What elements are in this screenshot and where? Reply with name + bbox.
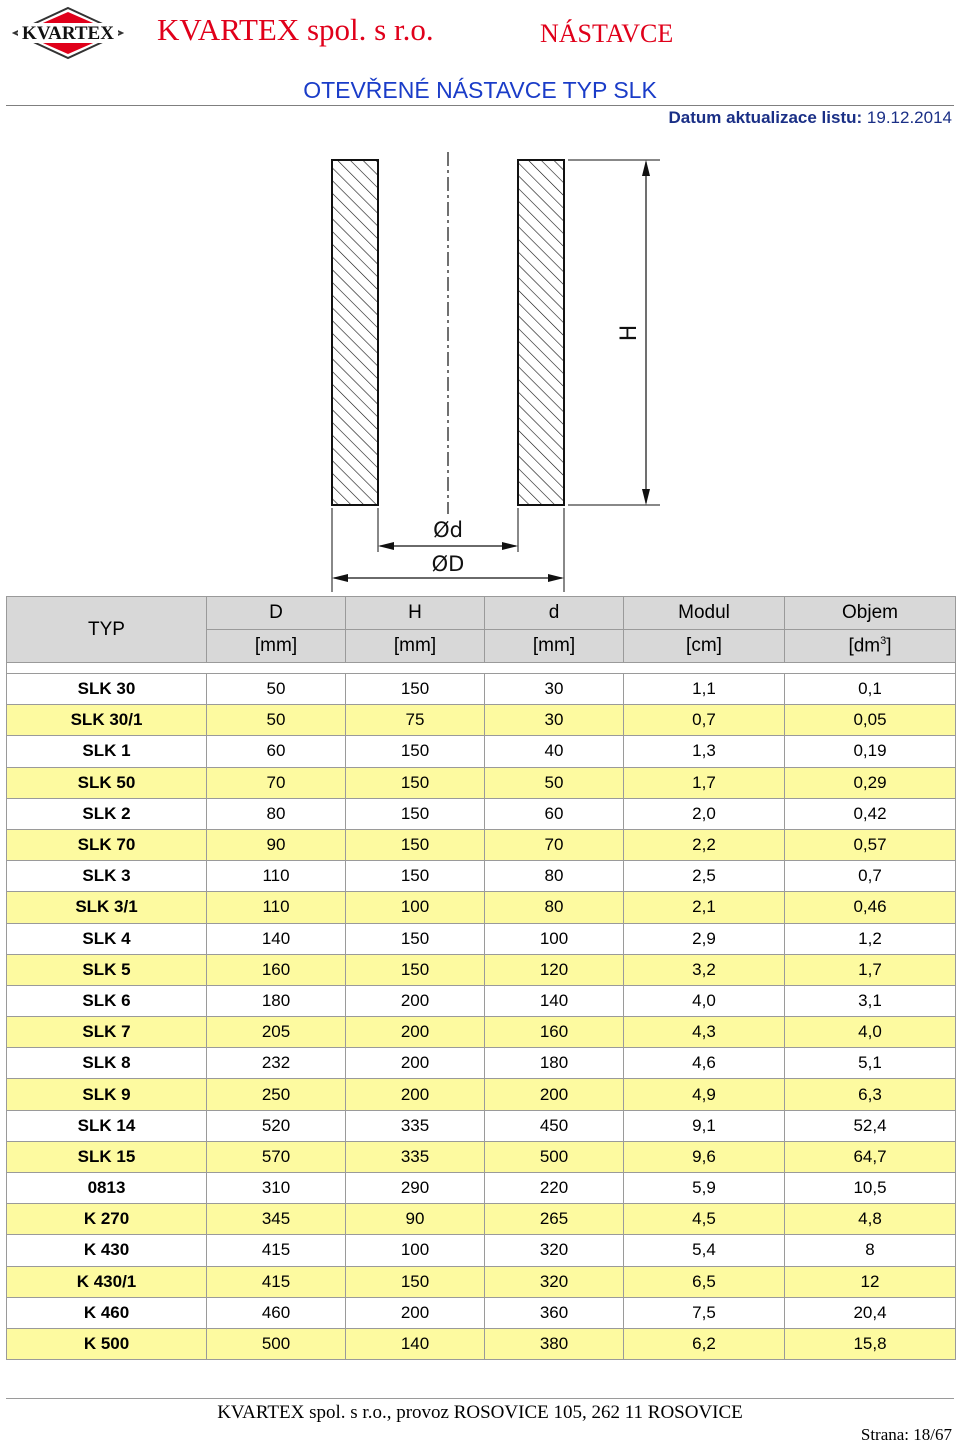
table-cell: 150 — [346, 767, 485, 798]
table-cell: 0,7 — [785, 861, 956, 892]
spacer-row — [7, 663, 956, 674]
section-name: NÁSTAVCE — [540, 19, 674, 48]
cell-typ: SLK 70 — [7, 829, 207, 860]
table-cell: 2,1 — [624, 892, 785, 923]
table-row — [7, 798, 956, 829]
table-cell: 100 — [346, 1235, 485, 1266]
col-unit-D: [mm] — [207, 630, 346, 663]
table-cell: 200 — [346, 1017, 485, 1048]
table-cell: 250 — [207, 1079, 346, 1110]
table-cell: 30 — [485, 674, 624, 705]
footer-divider — [6, 1398, 954, 1399]
cell-typ: SLK 14 — [7, 1110, 207, 1141]
table-cell: 160 — [207, 954, 346, 985]
table-cell: 180 — [207, 985, 346, 1016]
table-cell: 6,5 — [624, 1266, 785, 1297]
update-info — [669, 108, 953, 128]
table-cell: 150 — [346, 798, 485, 829]
table-cell: 150 — [346, 736, 485, 767]
table-cell: 0,05 — [785, 705, 956, 736]
table-row — [7, 1110, 956, 1141]
col-header-objem: Objem — [785, 597, 956, 630]
table-cell: 2,9 — [624, 923, 785, 954]
table-cell: 180 — [485, 1048, 624, 1079]
cell-typ: SLK 15 — [7, 1141, 207, 1172]
table-cell: 380 — [485, 1328, 624, 1359]
table-row — [7, 1297, 956, 1328]
spacer-cell — [7, 663, 956, 674]
table-row — [7, 1328, 956, 1359]
table-cell: 9,1 — [624, 1110, 785, 1141]
table-cell: 120 — [485, 954, 624, 985]
col-header-typ: TYP — [7, 597, 207, 663]
page-title: OTEVŘENÉ NÁSTAVCE TYP SLK — [303, 77, 657, 103]
table-cell: 90 — [346, 1204, 485, 1235]
table-cell: 290 — [346, 1173, 485, 1204]
table-cell: 460 — [207, 1297, 346, 1328]
col-header-D: D — [207, 597, 346, 630]
table-cell: 0,29 — [785, 767, 956, 798]
table-cell: 140 — [485, 985, 624, 1016]
table-row — [7, 923, 956, 954]
cell-typ: SLK 3/1 — [7, 892, 207, 923]
table-cell: 4,5 — [624, 1204, 785, 1235]
table-cell: 50 — [207, 705, 346, 736]
table-row — [7, 892, 956, 923]
table-cell: 30 — [485, 705, 624, 736]
table-cell: 110 — [207, 861, 346, 892]
table-cell: 570 — [207, 1141, 346, 1172]
table-cell: 4,8 — [785, 1204, 956, 1235]
table-row — [7, 1235, 956, 1266]
table-cell: 15,8 — [785, 1328, 956, 1359]
table-cell: 0,42 — [785, 798, 956, 829]
table-cell: 150 — [346, 923, 485, 954]
table-cell: 8 — [785, 1235, 956, 1266]
cell-typ: K 270 — [7, 1204, 207, 1235]
table-cell: 5,4 — [624, 1235, 785, 1266]
cell-typ: SLK 30 — [7, 674, 207, 705]
update-date: 19.12.2014 — [866, 108, 952, 127]
table-cell: 4,6 — [624, 1048, 785, 1079]
table-cell: 4,0 — [624, 985, 785, 1016]
table-cell: 20,4 — [785, 1297, 956, 1328]
table-cell: 0,57 — [785, 829, 956, 860]
table-row — [7, 674, 956, 705]
table-cell: 150 — [346, 674, 485, 705]
cell-typ: SLK 7 — [7, 1017, 207, 1048]
cell-typ: SLK 8 — [7, 1048, 207, 1079]
left-wall — [332, 160, 378, 505]
col-header-H: H — [346, 597, 485, 630]
h-label: H — [617, 324, 642, 342]
table-cell: 90 — [207, 829, 346, 860]
table-cell: 160 — [485, 1017, 624, 1048]
table-cell: 0,46 — [785, 892, 956, 923]
table-cell: 5,1 — [785, 1048, 956, 1079]
table-row — [7, 1141, 956, 1172]
table-cell: 2,2 — [624, 829, 785, 860]
table-cell: 1,1 — [624, 674, 785, 705]
table-cell: 345 — [207, 1204, 346, 1235]
table-cell: 2,0 — [624, 798, 785, 829]
table-cell: 500 — [485, 1141, 624, 1172]
table-row — [7, 705, 956, 736]
table-row — [7, 861, 956, 892]
table-cell: 1,2 — [785, 923, 956, 954]
cell-typ: SLK 5 — [7, 954, 207, 985]
table-cell: 4,3 — [624, 1017, 785, 1048]
table-cell: 3,2 — [624, 954, 785, 985]
cell-typ: SLK 4 — [7, 923, 207, 954]
table-cell: 360 — [485, 1297, 624, 1328]
table-cell: 70 — [207, 767, 346, 798]
table-row — [7, 954, 956, 985]
table-body — [7, 663, 956, 1360]
cell-typ: SLK 30/1 — [7, 705, 207, 736]
table-cell: 1,7 — [624, 767, 785, 798]
table-cell: 50 — [485, 767, 624, 798]
D-label: ØD — [431, 552, 465, 576]
table-cell: 75 — [346, 705, 485, 736]
table-cell: 40 — [485, 736, 624, 767]
table-cell: 200 — [346, 1048, 485, 1079]
table-cell: 0,19 — [785, 736, 956, 767]
cell-typ: SLK 6 — [7, 985, 207, 1016]
table-cell: 1,3 — [624, 736, 785, 767]
table-cell: 335 — [346, 1110, 485, 1141]
table-cell: 335 — [346, 1141, 485, 1172]
table-cell: 3,1 — [785, 985, 956, 1016]
table-row — [7, 736, 956, 767]
table-cell: 150 — [346, 954, 485, 985]
table-cell: 265 — [485, 1204, 624, 1235]
table-cell: 150 — [346, 1266, 485, 1297]
cell-typ: SLK 2 — [7, 798, 207, 829]
table-row — [7, 1048, 956, 1079]
table-cell: 50 — [207, 674, 346, 705]
table-cell: 100 — [346, 892, 485, 923]
technical-drawing — [316, 152, 672, 594]
update-label: Datum aktualizace listu: — [668, 108, 863, 127]
col-unit-d: [mm] — [485, 630, 624, 663]
page-number: Strana: 18/67 — [860, 1425, 952, 1444]
table-cell: 80 — [207, 798, 346, 829]
table-cell: 220 — [485, 1173, 624, 1204]
cell-typ: K 500 — [7, 1328, 207, 1359]
table-cell: 6,2 — [624, 1328, 785, 1359]
col-header-d: d — [485, 597, 624, 630]
table-cell: 150 — [346, 829, 485, 860]
table-cell: 12 — [785, 1266, 956, 1297]
table-row — [7, 1266, 956, 1297]
d-label: Ød — [433, 518, 463, 542]
table-cell: 1,7 — [785, 954, 956, 985]
table-cell: 415 — [207, 1235, 346, 1266]
table-row — [7, 829, 956, 860]
table-cell: 500 — [207, 1328, 346, 1359]
cell-typ: 0813 — [7, 1173, 207, 1204]
cell-typ: K 430/1 — [7, 1266, 207, 1297]
table-cell: 140 — [346, 1328, 485, 1359]
table-cell: 232 — [207, 1048, 346, 1079]
col-unit-modul: [cm] — [624, 630, 785, 663]
header-divider — [6, 105, 954, 106]
objem-unit-pre: [dm — [848, 635, 881, 657]
table-cell: 80 — [485, 861, 624, 892]
table-cell: 320 — [485, 1235, 624, 1266]
table-cell: 110 — [207, 892, 346, 923]
objem-unit-sup: 3 — [880, 634, 887, 647]
col-header-modul: Modul — [624, 597, 785, 630]
table-cell: 205 — [207, 1017, 346, 1048]
cell-typ: SLK 3 — [7, 861, 207, 892]
company-name: KVARTEX spol. s r.o. — [157, 12, 434, 47]
table-cell: 200 — [346, 985, 485, 1016]
cell-typ: K 460 — [7, 1297, 207, 1328]
table-cell: 64,7 — [785, 1141, 956, 1172]
cell-typ: SLK 9 — [7, 1079, 207, 1110]
objem-unit-post: ] — [886, 635, 892, 657]
footer-address: KVARTEX spol. s r.o., provoz ROSOVICE 105, 262 11 ROSOVICE — [217, 1402, 743, 1423]
table-row — [7, 1204, 956, 1235]
table-cell: 7,5 — [624, 1297, 785, 1328]
cell-typ: SLK 1 — [7, 736, 207, 767]
table-cell: 310 — [207, 1173, 346, 1204]
spec-table — [6, 596, 956, 1360]
table-cell: 0,7 — [624, 705, 785, 736]
table-cell: 0,1 — [785, 674, 956, 705]
cell-typ: K 430 — [7, 1235, 207, 1266]
table-cell: 450 — [485, 1110, 624, 1141]
cell-typ: SLK 50 — [7, 767, 207, 798]
table-cell: 80 — [485, 892, 624, 923]
svg-text:KVARTEX: KVARTEX — [22, 23, 114, 44]
table-cell: 2,5 — [624, 861, 785, 892]
table-cell: 200 — [346, 1079, 485, 1110]
table-cell: 5,9 — [624, 1173, 785, 1204]
table-cell: 140 — [207, 923, 346, 954]
table-cell: 4,9 — [624, 1079, 785, 1110]
table-cell: 520 — [207, 1110, 346, 1141]
table-cell: 60 — [207, 736, 346, 767]
table-row — [7, 767, 956, 798]
table-row — [7, 1173, 956, 1204]
table-row — [7, 1079, 956, 1110]
table-cell: 415 — [207, 1266, 346, 1297]
table-cell: 200 — [485, 1079, 624, 1110]
table-cell: 52,4 — [785, 1110, 956, 1141]
table-cell: 9,6 — [624, 1141, 785, 1172]
table-cell: 200 — [346, 1297, 485, 1328]
table-cell: 10,5 — [785, 1173, 956, 1204]
right-wall — [518, 160, 564, 505]
table-cell: 6,3 — [785, 1079, 956, 1110]
table-cell: 70 — [485, 829, 624, 860]
table-row — [7, 1017, 956, 1048]
table-cell: 320 — [485, 1266, 624, 1297]
kvartex-logo — [12, 6, 124, 60]
table-cell: 60 — [485, 798, 624, 829]
col-unit-objem — [785, 630, 956, 663]
table-row — [7, 985, 956, 1016]
table-cell: 4,0 — [785, 1017, 956, 1048]
table-cell: 150 — [346, 861, 485, 892]
table-cell: 100 — [485, 923, 624, 954]
col-unit-H: [mm] — [346, 630, 485, 663]
